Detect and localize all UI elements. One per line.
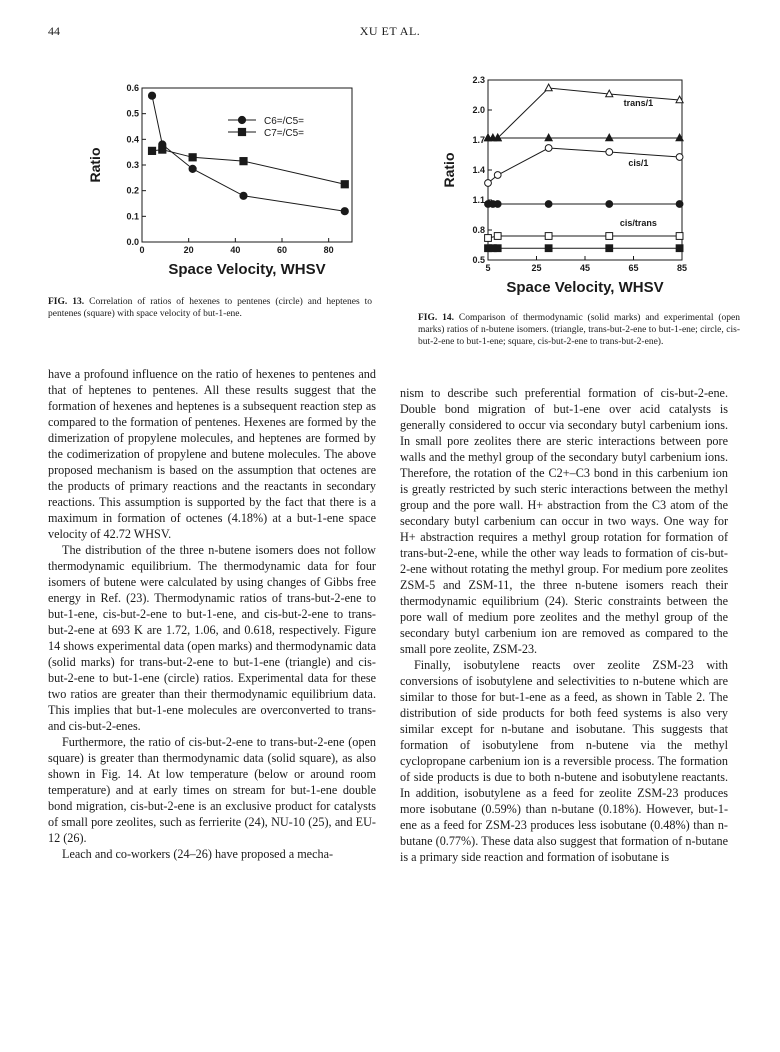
x-axis-label: Space Velocity, WHSV xyxy=(168,261,326,278)
data-point xyxy=(545,134,552,141)
data-point xyxy=(545,201,552,208)
y-tick-label: 0.8 xyxy=(472,225,485,235)
x-axis-label: Space Velocity, WHSV xyxy=(506,279,664,296)
legend-label: C7=/C5= xyxy=(264,128,305,139)
body-paragraph: have a profound influence on the ratio of hexenes to pentenes and that of heptenes to pentenes. All these results suggest that the formation of hexenes and heptenes is a subsequent reaction step as compared to the formation of pentenes. Hexenes are formed by the dimerization of propylene molecules, and heptenes are formed by the codimerization of propylene and butene molecules. The above proposed mechanism is based on the assumption that octenes are the products of primary reactions and the reactants in secondary reactions. This assumption is supported by the fact that there is a maximum in formation of octenes (4.18%) at a but-1-ene space velocity of 42.72 WHSV. xyxy=(48,367,376,541)
y-tick-label: 2.0 xyxy=(472,105,485,115)
data-point xyxy=(676,245,683,252)
y-tick-label: 0.3 xyxy=(126,160,139,170)
series-annotation: cis/1 xyxy=(628,158,649,168)
x-tick-label: 0 xyxy=(139,245,145,255)
x-tick-label: 65 xyxy=(628,263,639,273)
x-tick-label: 80 xyxy=(323,245,334,255)
data-point xyxy=(240,192,247,199)
data-point xyxy=(341,208,348,215)
data-point xyxy=(545,233,552,240)
data-point xyxy=(494,233,501,240)
y-tick-label: 0.6 xyxy=(126,83,139,93)
data-point xyxy=(606,201,613,208)
body-paragraph: Leach and co-workers (24–26) have proposed a mecha- xyxy=(62,847,334,861)
data-point xyxy=(606,134,613,141)
legend-label: C6=/C5= xyxy=(264,116,305,127)
body-column-left xyxy=(48,366,376,862)
y-tick-label: 0.4 xyxy=(126,134,139,145)
figure-14-caption xyxy=(418,312,740,348)
data-point xyxy=(494,201,501,208)
y-tick-label: 0.2 xyxy=(126,185,139,196)
x-tick-label: 45 xyxy=(579,263,591,273)
data-point xyxy=(240,158,247,165)
data-point xyxy=(494,245,501,252)
body-paragraph: nism to describe such preferential formation of cis-but-2-ene. Double bond migration of but-1-ene over acid catalysts is generally considered to occur via secondary butyl carbenium ions. In small pore zeolites there are steric interactions between pore walls and the methyl group of the secondary butyl carbenium ions. Therefore, the rotation of the C2+–C3 bond in this carbenium ion is greatly restricted by such steric interactions between the methyl group and the pore wall. H+ abstraction from the C3 atom of the secondary butyl carbenium can occur in two ways. One way for H+ abstraction requires a methyl group rotation for formation of trans-but-2-ene, while the other way leads to formation of cis-but-2-ene without rotating the methyl group. For medium pore zeolites ZSM-5 and ZSM-11, the three n-butene isomers reach their thermodynamic equilibrium (24). Steric constraints between the pore wall of medium pore zeolites and the methyl group of the secondary butyl carbenium ion are removed as compared to the small pore zeolite, ZSM-23. xyxy=(400,386,728,656)
y-tick-label: 0.5 xyxy=(472,255,485,265)
data-point xyxy=(676,201,683,208)
y-tick-label: 1.4 xyxy=(472,165,485,175)
y-tick-label: 0.1 xyxy=(126,211,139,222)
data-point xyxy=(676,154,683,161)
figure-13-caption-text: Correlation of ratios of hexenes to pentenes (circle) and heptenes to pentenes (square) with space velocity of but-1-ene. xyxy=(48,297,373,319)
data-point xyxy=(485,180,492,187)
y-tick-label: 2.3 xyxy=(472,75,485,85)
y-tick-label: 1.7 xyxy=(472,135,485,145)
data-point xyxy=(485,235,492,242)
data-point xyxy=(159,146,166,153)
body-paragraph: The distribution of the three n-butene isomers does not follow thermodynamic equilibrium. The thermodynamic data for four isomers of butene were calculated by using changes of Gibbs free energy in Ref. (23). Thermodynamic ratios of trans-but-2-ene to but-1-ene, cis-but-2-ene to but-1-ene, and cis-but-2-ene to trans-but-2-ene at 693 K are 1.72, 1.06, and 0.618, respectively. Figure 14 shows experimental data (open marks) and thermodynamic data (solid marks) for trans-but-2-ene to but-1-ene (triangle) and cis-but-2-ene to but-1-ene (circle) ratios. Experimental data for these two ratios are greater than their thermodynamic equilibrium data. This implies that but-1-ene molecules are overconverted to trans- and cis-but-2-enes. xyxy=(48,543,376,733)
legend-marker xyxy=(238,116,245,123)
series-line xyxy=(488,236,680,238)
series-annotation: trans/1 xyxy=(623,98,654,108)
series-line xyxy=(152,96,345,212)
x-tick-label: 25 xyxy=(531,263,542,273)
y-tick-label: 0.0 xyxy=(126,237,139,247)
data-point xyxy=(189,154,196,161)
data-point xyxy=(606,245,613,252)
data-point xyxy=(148,92,155,99)
data-point xyxy=(676,233,683,240)
figure-13-chart xyxy=(60,72,380,292)
figure-13-caption xyxy=(48,296,372,320)
body-paragraph: Furthermore, the ratio of cis-but-2-ene to trans-but-2-ene (open square) is greater than thermodynamic data (solid square), as also shown in Fig. 14. At low temperature (below or around room temperature) and at early times on stream for but-1-ene double bond migration, cis-but-2-ene is an exclusive product for catalysts of small pore zeolites, such as ferrierite (24), NU-10 (25), and EU-12 (26). xyxy=(48,735,376,845)
figure-14-caption-label: FIG. 14. xyxy=(418,313,455,323)
figure-13-caption-label: FIG. 13. xyxy=(48,297,85,307)
series-line xyxy=(488,148,680,183)
running-head: XU ET AL. xyxy=(359,24,421,38)
x-tick-label: 40 xyxy=(230,245,241,255)
x-tick-label: 85 xyxy=(676,263,688,273)
legend-marker xyxy=(238,128,245,135)
data-point xyxy=(606,233,613,240)
y-axis-label: Ratio xyxy=(441,152,457,188)
body-paragraph: Finally, isobutylene reacts over zeolite ZSM-23 with conversions of isobutylene and selectivities to n-butene which are similar to those for but-1-ene as a feed, as shown in Table 2. The distribution of side products for both feed systems is also very similar except for n-butane and isobutane. This suggests that formation of isobutylene from n-butene via the methyl cyclopropane carbenium ion is a reversible process. The formation of side products is due to both n-butene and isobutylene reactants. In addition, isobutylene as a feed for zeolite ZSM-23 produces more isobutane (0.59%) than n-butane (0.18%). However, but-1-ene as a feed for ZSM-23 produces less isobutane (0.48%) than n-butane (0.77%). These data also suggest that formation of n-butane is a primary side reaction and formation of isobutane is xyxy=(400,658,728,864)
data-point xyxy=(606,149,613,156)
x-tick-label: 60 xyxy=(276,245,288,255)
page-number: 44 xyxy=(48,24,60,38)
body-column-right xyxy=(400,385,728,865)
data-point xyxy=(545,145,552,152)
figure-14-caption-text: Comparison of thermodynamic (solid marks) and experimental (open marks) ratios of n-butene isomers. (triangle, trans-but-2-ene to but-1-ene; circle, cis-but-2-ene to but-1-ene; square, cis-but-2-ene to trans-but-2-ene). xyxy=(418,313,741,347)
series-line xyxy=(152,150,345,185)
figure-14-chart xyxy=(430,68,730,308)
data-point xyxy=(341,181,348,188)
data-point xyxy=(494,172,501,179)
series-line xyxy=(488,88,680,138)
y-tick-label: 0.5 xyxy=(126,108,139,119)
y-axis-label: Ratio xyxy=(87,147,103,183)
y-tick-label: 1.1 xyxy=(472,195,485,205)
x-tick-label: 20 xyxy=(183,245,194,255)
data-point xyxy=(148,147,155,154)
data-point xyxy=(189,165,196,172)
data-point xyxy=(545,245,552,252)
series-annotation: cis/trans xyxy=(619,218,657,228)
data-point xyxy=(545,84,552,91)
x-tick-label: 5 xyxy=(485,263,491,273)
